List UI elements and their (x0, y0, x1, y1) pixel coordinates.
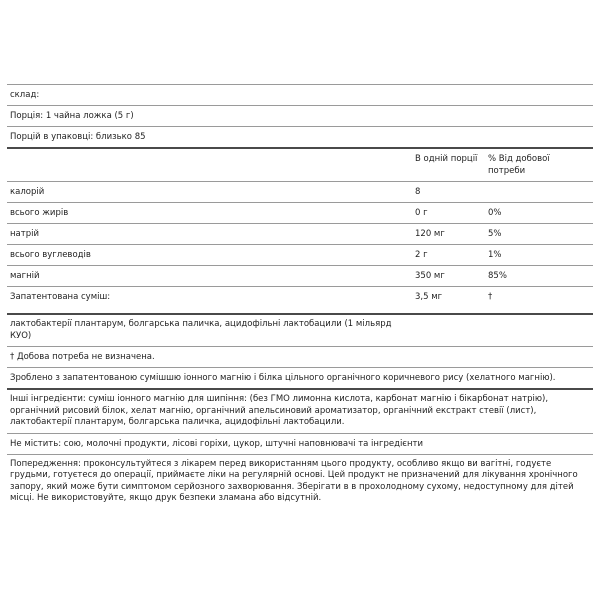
blend-ingredients: лактобактерії плантарум, болгарська паличка, ацидофільні лактобацили (1 мільярд КУО) (10, 319, 392, 341)
nutrient-name: натрій (10, 229, 39, 239)
nutrient-amount: 120 мг (415, 229, 445, 239)
nutrient-dv: 85% (488, 271, 507, 281)
table-row (7, 203, 593, 223)
nutrition-table (7, 149, 593, 307)
header-amount: В одній порції (415, 154, 478, 164)
composition-label: склад: (10, 90, 40, 100)
nutrient-name: магній (10, 271, 40, 281)
made-with-note: Зроблено з запатентованою сумішшю іонного магнію і білка цільного органічного коричневого рису (хелатного магнію). (10, 373, 556, 383)
table-header (7, 149, 593, 181)
table-row (7, 287, 593, 307)
does-not-contain: Не містить: сою, молочні продукти, лісові горіхи, цукор, штучні наповнювачі та інгредієнти (10, 438, 424, 449)
nutrient-dv: † (488, 292, 493, 302)
nutrient-name: всього вуглеводів (10, 250, 91, 260)
serving-size: Порція: 1 чайна ложка (5 г) (10, 111, 134, 121)
table-row (7, 245, 593, 265)
servings-per-container: Порцій в упаковці: близько 85 (10, 132, 146, 142)
other-ingredients: Інші інгредієнти: суміш іонного магнію для шипіння: (без ГМО лимонна кислота, карбонат магнію і бікарбонат натрію), органічний рисовий білок, хелат магнію, органічний апельсиновий ароматизатор, органічний екстракт стевії (лист), лактобактерії плантарум, болгарська паличка, ацидофільні лактобацили. (10, 394, 549, 427)
nutrient-amount: 0 г (415, 208, 428, 218)
table-row (7, 182, 593, 202)
nutrient-amount: 350 мг (415, 271, 445, 281)
nutrient-amount: 2 г (415, 250, 428, 260)
table-row (7, 224, 593, 244)
supplement-facts-panel (7, 84, 593, 509)
daily-value-note: † Добова потреба не визначена. (10, 352, 155, 362)
nutrient-amount: 3,5 мг (415, 292, 443, 302)
table-row (7, 266, 593, 286)
nutrient-name: всього жирів (10, 208, 69, 218)
nutrient-dv: 5% (488, 229, 502, 239)
header-daily-value: % Від добової потреби (488, 154, 550, 176)
warning-text: Попередження: проконсультуйтеся з лікарем перед використанням цього продукту, особливо якщо ви вагітні, годуєте грудьми, готуєтеся до операції, приймаєте ліки на регулярній основі. Цей продукт не призначений для лікування хронічного запору, який може бути симптомом серйозного захворювання. Зберігати в в прохолодному сухому, недоступному для дітей місці. Не використовуйте, якщо друк безпеки зламана або відсутній. (10, 458, 578, 503)
nutrient-name: калорій (10, 187, 45, 197)
nutrient-dv: 1% (488, 250, 502, 260)
nutrient-name: Запатентована суміш: (10, 292, 111, 302)
nutrient-dv: 0% (488, 208, 502, 218)
nutrient-amount: 8 (415, 187, 421, 197)
